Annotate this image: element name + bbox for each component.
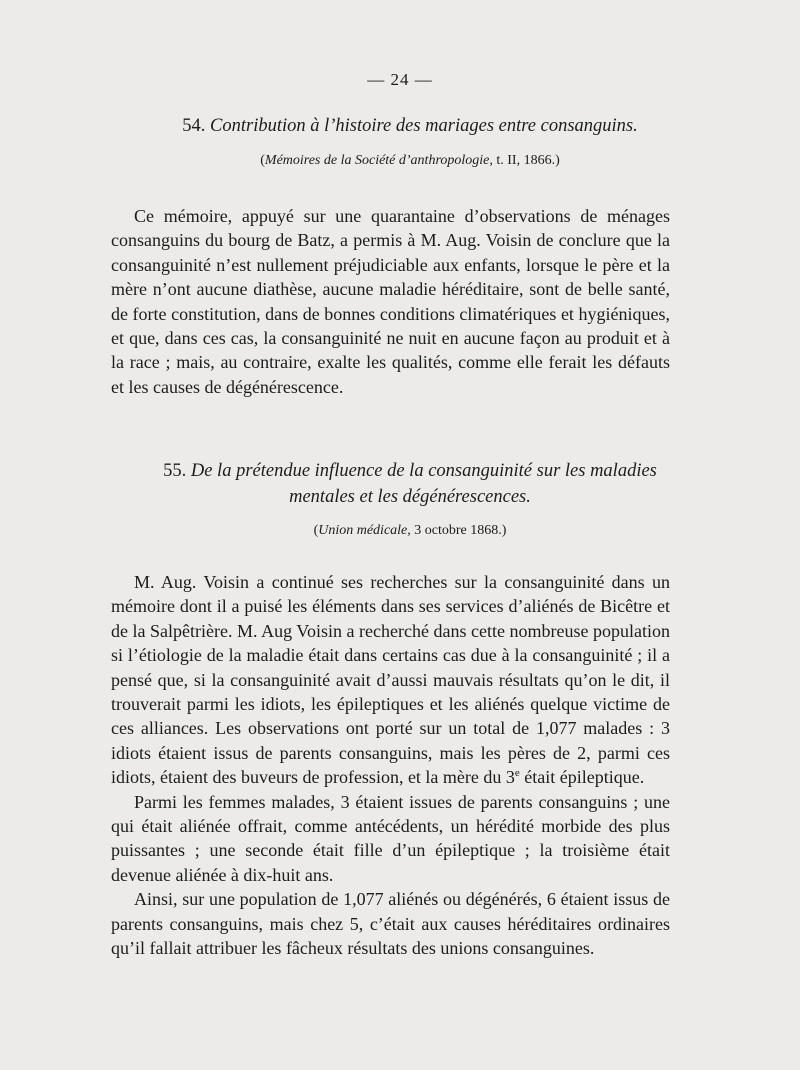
entry-55-title	[120, 458, 700, 510]
paragraph-tail: était épileptique.	[519, 767, 645, 788]
entry-number: 55.	[163, 461, 187, 481]
entry-title-line: De la prétendue influence de la consanguinité sur les maladies	[190, 461, 657, 481]
paragraph	[111, 570, 670, 790]
paragraph: Ainsi, sur une population de 1,077 aliénés ou dégénérés, 6 étaient issus de parents consanguins, mais chez 5, c’était aux causes héréditaires ordinaires qu’il fallait attribuer les fâcheux résultats des unions consanguines.	[111, 889, 670, 959]
entry-title-line: mentales et les dégénérescences.	[289, 487, 531, 507]
entry-54-source: (Mémoires de la Société d’anthropologie, t. II, 1866.)	[260, 153, 560, 168]
entry-55-source: (Union médicale, 3 octobre 1868.)	[313, 523, 507, 538]
paragraph: Ce mémoire, appuyé sur une quarantaine d’observations de ménages consanguins du bourg de Batz, a permis à M. Aug. Voisin de conclure que la consanguinité n’est nullement préjudiciable aux enfants, lorsque le père et la mère n’ont aucune diathèse, aucune maladie héréditaire, sont de belle santé, de forte constitution, dans de bonnes conditions climatériques et hygiéniques, et que, dans ces cas, la consanguinité ne nuit en aucune façon au produit et à la race ; mais, au contraire, exalte les qualités, comme elle ferait les défauts et les causes de dégénérescence.	[111, 206, 670, 397]
source-publication: Union médicale,	[318, 523, 411, 538]
superscript: e	[514, 767, 520, 780]
paragraph: Parmi les femmes malades, 3 étaient issues de parents consanguins ; une qui était aliénée offrait, comme antécédents, un hérédité morbide des plus puissantes ; une seconde était fille d’un épileptique ; la troisième était devenue aliénée à dix-huit ans.	[111, 791, 670, 885]
page-number: — 24 —	[367, 70, 433, 89]
paragraph-text: M. Aug. Voisin a continué ses recherches sur la consanguinité dans un mémoire dont il a puisé les éléments dans ses services d’aliénés de Bicêtre et de la Salpêtrière. M. Aug Voisin a recherché dans cette nombreuse population si l’étiologie de la maladie était dans certains cas due à la consanguinité ; il a pensé que, si la consanguinité avait d’aussi mauvais résultats qu’on le dit, il trouverait parmi les idiots, les épileptiques et les aliénés quelque victime de ces alliances. Les observations ont porté sur un total de 1,077 malades : 3 idiots étaient issus de parents consanguins, mais les pères de 2, parmi ces idiots, étaient des buveurs de profession, et la mère du 3	[111, 572, 670, 788]
entry-55-body	[111, 570, 670, 961]
source-details: t. II, 1866.	[492, 153, 556, 168]
entry-54-body	[111, 204, 670, 399]
entry-title-line: Contribution à l’histoire des mariages entre consanguins.	[210, 116, 638, 136]
source-publication: Mémoires de la Société d’anthropologie,	[264, 153, 493, 168]
source-details: 3 octobre 1868.	[410, 523, 502, 538]
entry-54-title	[120, 113, 700, 139]
entry-number: 54.	[182, 116, 206, 136]
